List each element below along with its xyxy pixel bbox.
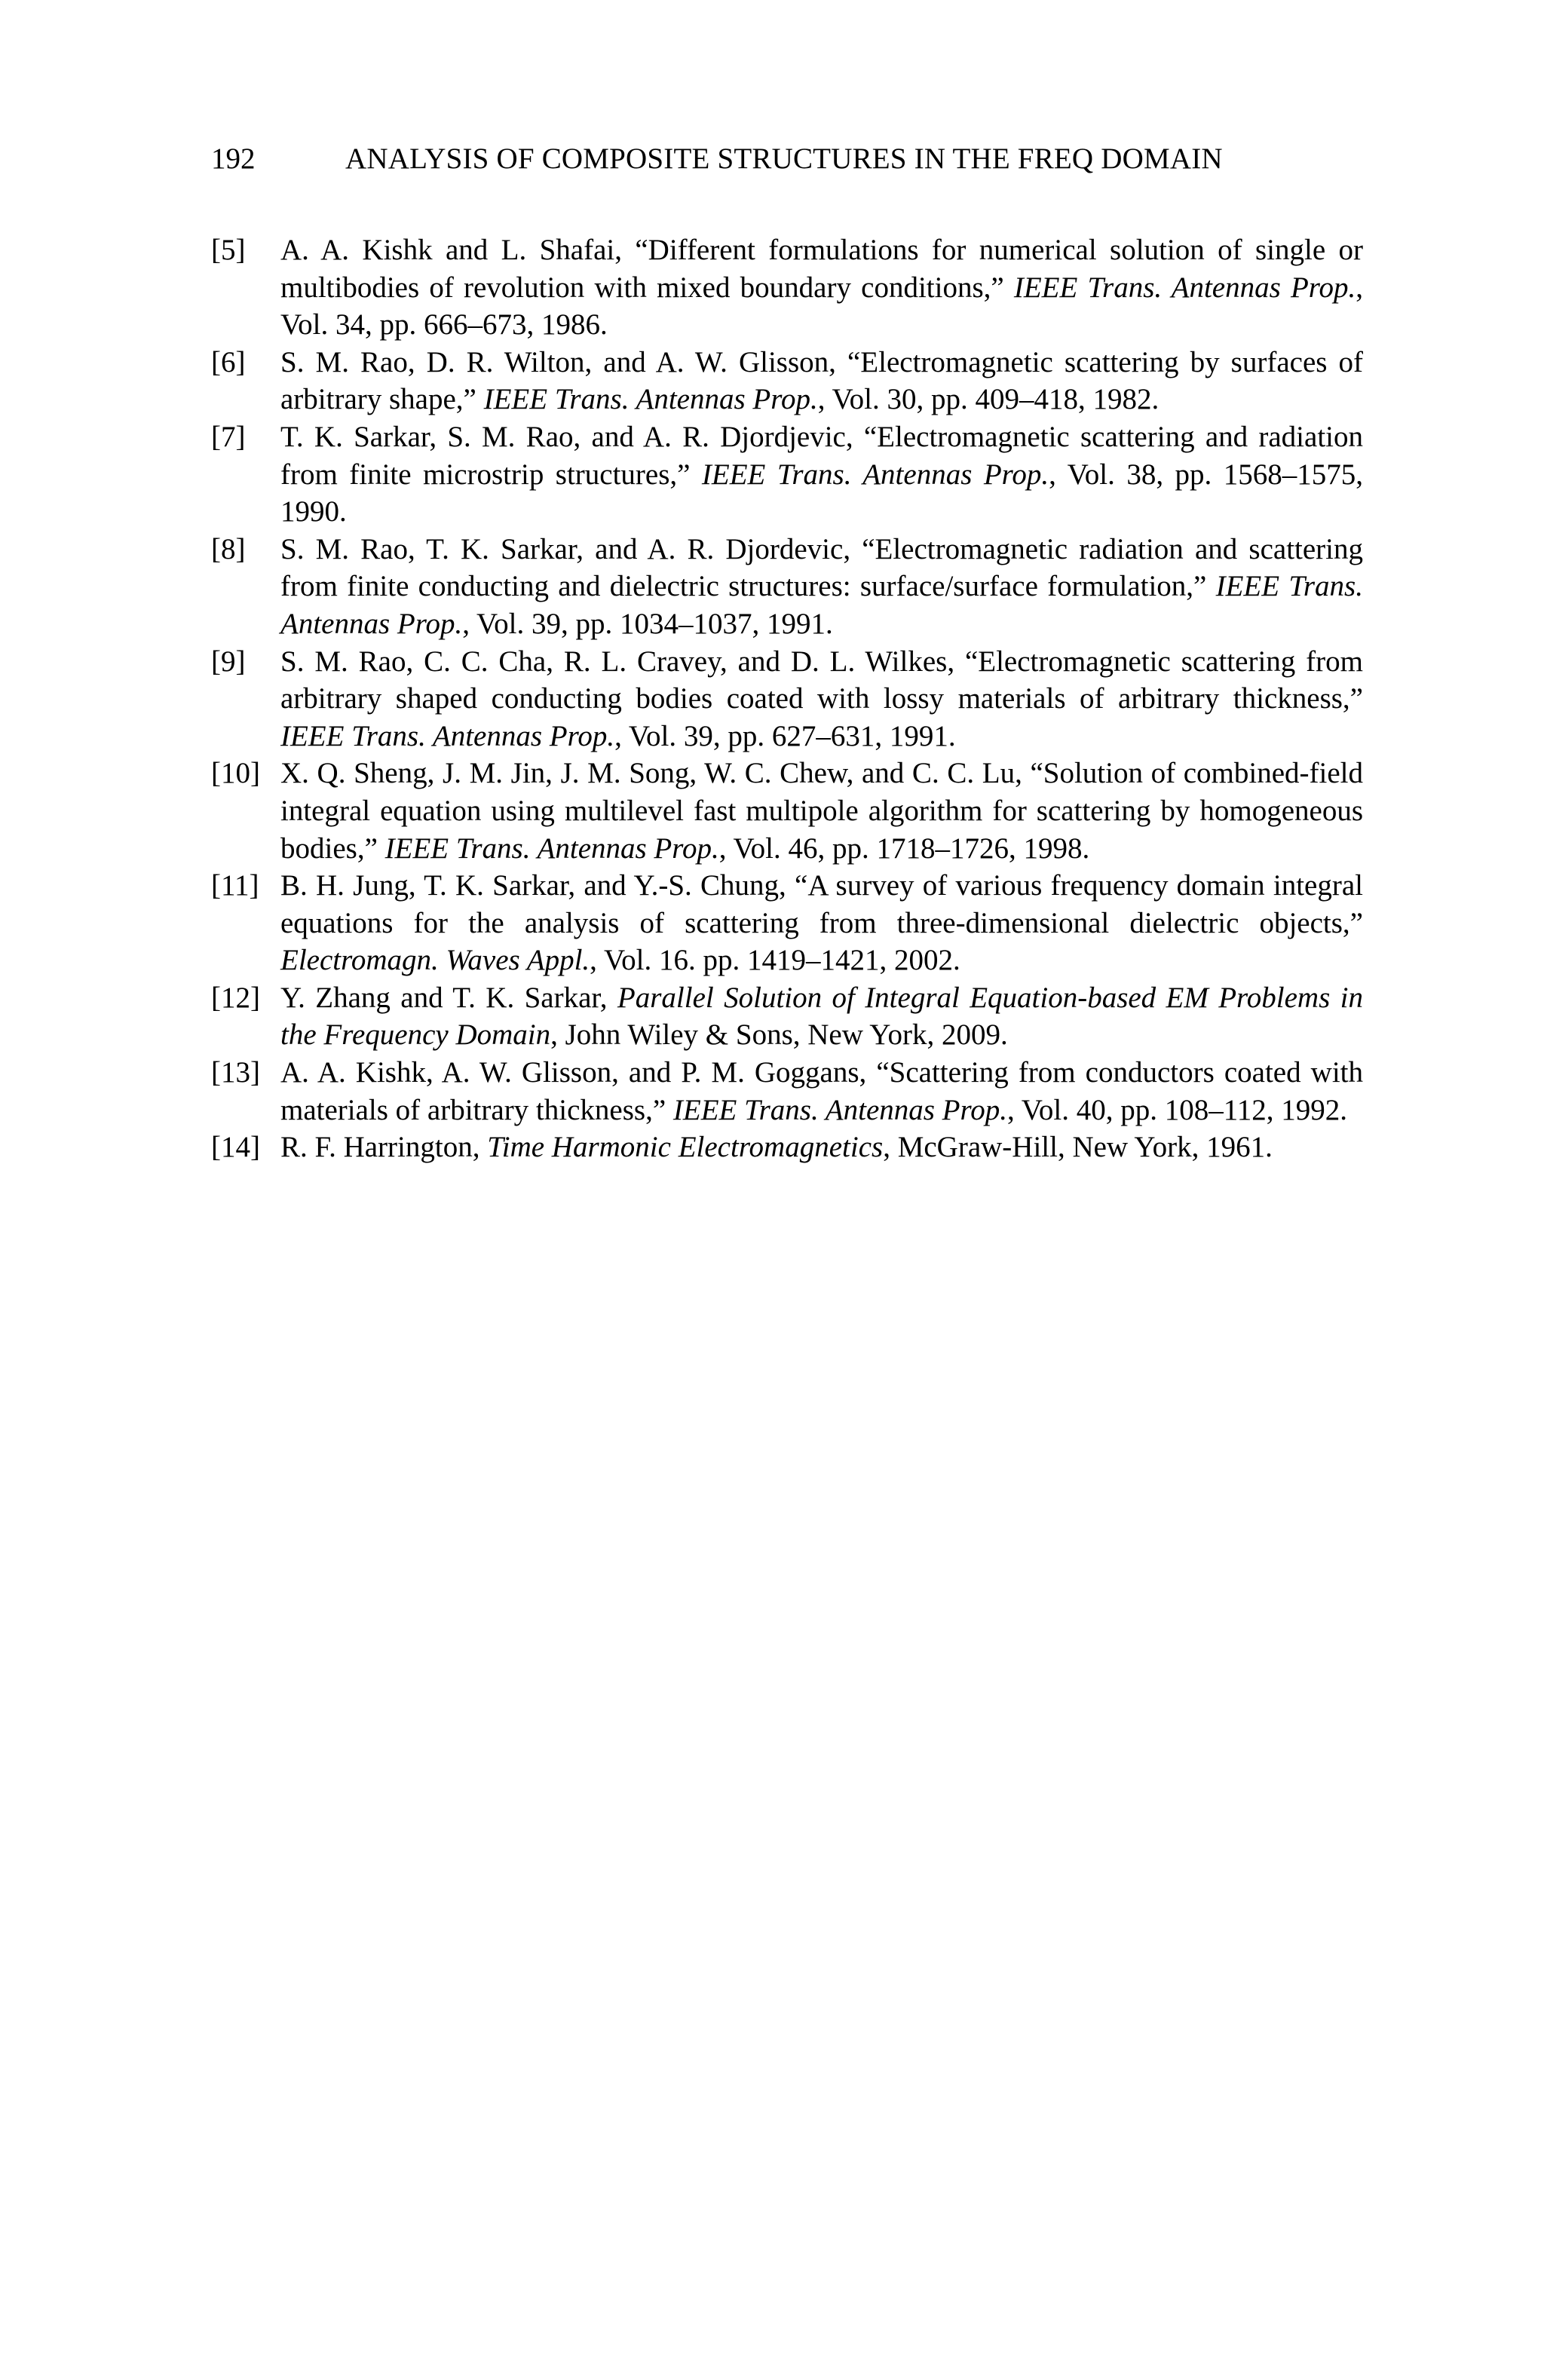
reference-item <box>211 1054 1363 1129</box>
reference-italic-segment: IEEE Trans. Antennas Prop. <box>280 719 615 752</box>
reference-segment: , Vol. 38, pp. 1568–1575, 1990. <box>280 458 1363 528</box>
reference-number: [7] <box>211 420 246 453</box>
reference-segment: T. K. Sarkar, S. M. Rao, and A. R. Djordjevic, “Electromagnetic scattering and radiation from finite microstrip structures,” <box>280 420 1363 491</box>
reference-segment: A. A. Kishk and L. Shafai, “Different formulations for numerical solution of single or multibodies of revolution with mixed boundary conditions,” <box>280 234 1363 304</box>
reference-segment: , John Wiley & Sons, New York, 2009. <box>550 1018 1008 1052</box>
reference-item <box>211 418 1363 531</box>
reference-italic-segment: IEEE Trans. Antennas Prop. <box>701 458 1049 491</box>
reference-italic-segment: IEEE Trans. Antennas Prop. <box>384 832 719 865</box>
reference-item <box>211 979 1363 1054</box>
reference-segment: , Vol. 39, pp. 627–631, 1991. <box>614 719 956 752</box>
reference-italic-segment: Electromagn. Waves Appl. <box>280 944 590 977</box>
reference-segment: , Vol. 39, pp. 1034–1037, 1991. <box>462 607 833 640</box>
reference-segment: S. M. Rao, C. C. Cha, R. L. Cravey, and D. L. Wilkes, “Electromagnetic scattering from arbitrary shaped conducting bodies coated with lossy materials of arbitrary thickness,” <box>280 645 1363 715</box>
reference-italic-segment: IEEE Trans. Antennas Prop. <box>1013 271 1356 304</box>
reference-item <box>211 643 1363 755</box>
reference-segment: , Vol. 16. pp. 1419–1421, 2002. <box>590 944 960 977</box>
reference-number: [12] <box>211 981 260 1014</box>
reference-item <box>211 531 1363 643</box>
reference-italic-segment: IEEE Trans. Antennas Prop. <box>483 383 818 416</box>
reference-number: [10] <box>211 757 260 790</box>
reference-text <box>280 1129 1363 1166</box>
reference-italic-segment: Parallel Solution of Integral Equation-based EM Problems in the Frequency Domain <box>280 981 1363 1052</box>
reference-text <box>280 643 1363 755</box>
reference-segment: S. M. Rao, T. K. Sarkar, and A. R. Djordevic, “Electromagnetic radiation and scattering from finite conducting and dielectric structures: surface/surface formulation,” <box>280 532 1363 603</box>
reference-segment: B. H. Jung, T. K. Sarkar, and Y.-S. Chung, “A survey of various frequency domain integral equations for the analysis of scattering from three-dimensional dielectric objects,” <box>280 869 1363 939</box>
reference-number: [9] <box>211 645 246 678</box>
reference-text <box>280 979 1363 1054</box>
reference-list <box>211 231 1363 1166</box>
reference-number: [11] <box>211 869 259 902</box>
reference-segment: , Vol. 46, pp. 1718–1726, 1998. <box>718 832 1090 865</box>
reference-text <box>280 755 1363 867</box>
reference-text <box>280 418 1363 531</box>
reference-segment: X. Q. Sheng, J. M. Jin, J. M. Song, W. C. Chew, and C. C. Lu, “Solution of combined-field integral equation using multilevel fast multipole algorithm for scattering by homogeneous bodies,” <box>280 757 1363 865</box>
reference-number: [6] <box>211 345 246 378</box>
reference-number: [5] <box>211 234 246 266</box>
reference-item <box>211 231 1363 344</box>
reference-segment: A. A. Kishk, A. W. Glisson, and P. M. Goggans, “Scattering from conductors coated with materials of arbitrary thickness,” <box>280 1056 1363 1126</box>
reference-text <box>280 1054 1363 1129</box>
page-header <box>211 140 1363 178</box>
reference-segment: , Vol. 30, pp. 409–418, 1982. <box>817 383 1160 416</box>
reference-italic-segment: IEEE Trans. Antennas Prop. <box>672 1093 1007 1126</box>
reference-italic-segment: Time Harmonic Electromagnetics <box>487 1131 884 1164</box>
reference-number: [8] <box>211 532 246 565</box>
reference-item <box>211 1129 1363 1166</box>
reference-number: [14] <box>211 1131 260 1164</box>
reference-number: [13] <box>211 1056 260 1089</box>
page-number: 192 <box>211 142 256 175</box>
reference-segment: , Vol. 34, pp. 666–673, 1986. <box>280 271 1364 342</box>
reference-italic-segment: IEEE Trans. Antennas Prop. <box>280 570 1363 640</box>
reference-text <box>280 231 1363 344</box>
reference-item <box>211 755 1363 867</box>
running-title: ANALYSIS OF COMPOSITE STRUCTURES IN THE FREQ DOMAIN <box>345 142 1223 175</box>
reference-segment: R. F. Harrington, <box>280 1131 488 1164</box>
reference-segment: , Vol. 40, pp. 108–112, 1992. <box>1006 1093 1348 1126</box>
reference-segment: Y. Zhang and T. K. Sarkar, <box>280 981 617 1014</box>
reference-segment: , McGraw-Hill, New York, 1961. <box>883 1131 1273 1164</box>
reference-segment: S. M. Rao, D. R. Wilton, and A. W. Glisson, “Electromagnetic scattering by surfaces of arbitrary shape,” <box>280 345 1363 416</box>
reference-text <box>280 344 1363 418</box>
reference-item <box>211 344 1363 418</box>
reference-item <box>211 867 1363 979</box>
reference-text <box>280 867 1363 979</box>
reference-text <box>280 531 1363 643</box>
